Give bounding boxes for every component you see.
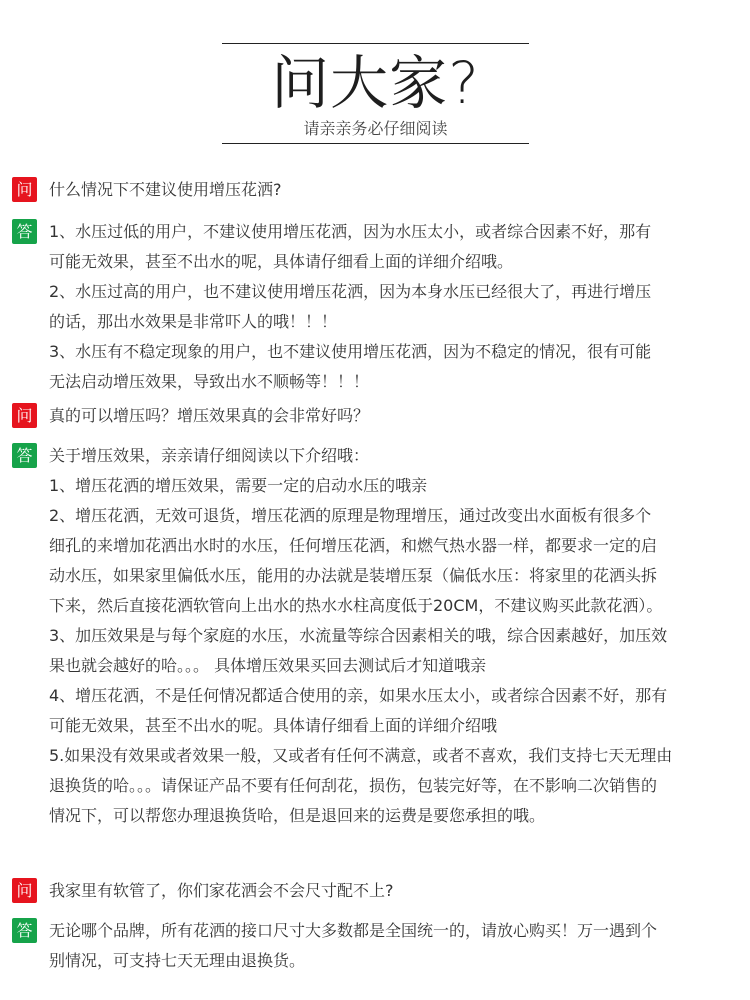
answer-line: 4、增压花洒，不是任何情况都适合使用的亲，如果水压太小，或者综合因素不好，那有 [49,686,668,705]
answer-line: 下来，然后直接花洒软管向上出水的热水水柱高度低于20CM，不建议购买此款花洒）。 [49,596,663,615]
answer-line: 3、水压有不稳定现象的用户，也不建议使用增压花洒，因为不稳定的情况，很有可能 [49,342,652,361]
answer-line: 无法启动增压效果，导致出水不顺畅等！！！ [49,372,370,391]
question-text: 我家里有软管了，你们家花洒会不会尺寸配不上? [49,881,394,900]
header-bottom-rule [222,143,529,144]
page-subtitle: 请亲亲务必仔细阅读 [303,119,448,138]
question-badge: 问 [12,177,37,202]
answer-line: 情况下，可以帮您办理退换货哈，但是退回来的运费是要您承担的哦。 [49,806,546,825]
question-badge: 问 [12,878,37,903]
answer-line: 2、水压过高的用户，也不建议使用增压花洒，因为本身水压已经很大了，再进行增压 [49,282,652,301]
answer-badge: 答 [12,443,37,468]
answer-text [49,217,749,397]
answer-line: 细孔的来增加花洒出水时的水压，任何增压花洒，和燃气热水器一样，都要求一定的启 [49,536,658,555]
page-header [0,0,750,150]
answer-line: 退换货的哈。。。请保证产品不要有任何刮花，损伤，包装完好等，在不影响二次销售的 [49,776,658,795]
answer-text [49,916,749,976]
answer-badge: 答 [12,918,37,943]
answer-line: 可能无效果，甚至不出水的呢，具体请仔细看上面的详细介绍哦。 [49,252,514,271]
answer-line: 无论哪个品牌，所有花洒的接口尺寸大多数都是全国统一的，请放心购买！万一遇到个 [49,921,658,940]
answer-line: 关于增压效果，亲亲请仔细阅读以下介绍哦： [49,446,370,465]
answer-line: 1、水压过低的用户，不建议使用增压花洒，因为水压太小，或者综合因素不好，那有 [49,222,652,241]
answer-line: 1、增压花洒的增压效果，需要一定的启动水压的哦亲 [49,476,428,495]
question-text: 真的可以增压吗？增压效果真的会非常好吗？ [49,406,370,425]
answer-line: 5.如果没有效果或者效果一般，又或者有任何不满意，或者不喜欢，我们支持七天无理由 [49,746,673,765]
answer-badge: 答 [12,219,37,244]
answer-line: 2、增压花洒，无效可退货，增压花洒的原理是物理增压，通过改变出水面板有很多个 [49,506,652,525]
page-title: 问大家? [271,49,480,117]
answer-line: 果也就会越好的哈。。。 具体增压效果买回去测试后才知道哦亲 [49,656,487,675]
header-top-rule [222,43,529,44]
question-badge: 问 [12,403,37,428]
answer-line: 别情况，可支持七天无理由退换货。 [49,951,306,970]
answer-line: 可能无效果，甚至不出水的呢。具体请仔细看上面的详细介绍哦 [49,716,498,735]
question-text: 什么情况下不建议使用增压花洒? [49,180,282,199]
answer-line: 的话，那出水效果是非常吓人的哦！！！ [49,312,338,331]
answer-line: 3、加压效果是与每个家庭的水压，水流量等综合因素相关的哦，综合因素越好，加压效 [49,626,668,645]
answer-line: 动水压，如果家里偏低水压，能用的办法就是装增压泵（偏低水压：将家里的花洒头拆 [49,566,658,585]
answer-text [49,441,749,831]
